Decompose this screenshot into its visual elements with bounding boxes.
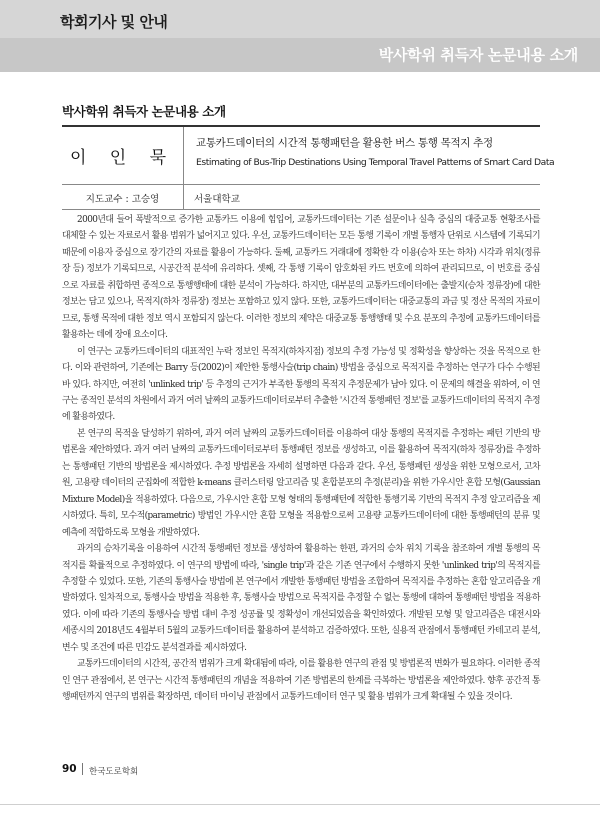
advisor-cell: 지도교수 : 고승영 (62, 185, 184, 210)
body-paragraph: 본 연구의 목적을 달성하기 위하여, 과거 여러 날짜의 교통카드데이터를 이용하여 대상 통행의 목적지를 추정하는 패턴 기반의 방법론을 제안하였다. 과거 여러 날짜의 교통카드데이터로부터 통행패턴 정보를 생성하고, 이를 활용하여 목적지(하차 정류장)를 추정하는 통행패턴 기반의 방법론을 제시하였다. 추정 방법론을 자세히 설명하면 다음과 같다. 우선, 통행패턴 생성을 위한 모형으로서, 고차원, 고용량 데이터의 군집화에 적합한 k-means 클러스터링 알고리즘 및 혼합분포의 추정(분리)을 위한 가우시안 혼합 모형(Gaussian Mixture Model)을 적용하였다. 다음으로, 가우시안 혼합 모형 형태의 통행패턴에 적합한 통행기록 기반의 목적지 추정 알고리즘을 제시하였다. 특히, 모수적(parametric) 방법인 가우시안 혼합 모형을 적용함으로써 고용량 교통카드데이터에 대한 통행패턴의 분류 및 예측에 적합하도록 모형을 개발하였다. (62, 428, 540, 538)
footer-separator (82, 763, 83, 775)
body-paragraph: 과거의 승차기록을 이용하여 시간적 통행패턴 정보를 생성하여 활용하는 한편, 과거의 승차 위치 기록을 참조하여 개별 통행의 목적지를 확률적으로 추정하였다. 이 연구의 방법에 따라, 'single trip'과 같은 기존 연구에서 수행하지 못한 'unlinked trip'의 목적지를 추정할 수 있었다. 또한, 기존의 통행사슬 방법에 본 연구에서 개발한 통행패턴 방법을 조합하여 목적지를 추정하는 혼합 알고리즘을 개발하였다. 일차적으로, 통행사슬 방법을 적용한 후, 통행사슬 방법으로 목적지를 추정할 수 없는 통행에 대하여 통행패턴 방법을 적용하였다. 이에 따라 기존의 통행사슬 방법 대비 추정 성공률 및 정확성이 개선되었음을 확인하였다. 개발된 모형 및 알고리즘은 대전시와 세종시의 2018년도 4월부터 5월의 교통카드데이터를 활용하여 분석하고 검증하였다. 또한, 실용적 관점에서 통행패턴 카테고리 분석, 변수 및 조건에 따른 민감도 분석결과를 제시하였다. (62, 544, 540, 653)
author-cell (62, 127, 184, 185)
page-number: 90 (62, 763, 77, 775)
section-title: 학회기사 및 안내 (60, 13, 168, 31)
body-paragraph: 2000년대 들어 폭발적으로 증가한 교통카드 이용에 힘입어, 교통카드데이터는 기존 설문이나 실측 중심의 대중교통 현황조사를 대체할 수 있는 자료로서 활용 범위가 넓어지고 있다. 우선, 교통카드데이터는 모든 통행 기록이 개별 통행자 단위로 시스템에 기록되기 때문에 이용자 중심으로 장기간의 자료를 활용이 가능하다. 둘째, 교통카드 거래대에 정확한 각 이용(승차 또는 하차) 시각과 위치(정류장 등) 정보가 기록되므로, 시공간적 분석에 유리하다. 셋째, 각 통행 기록이 암호화된 카드 번호에 의하여 관리되므로, 이 번호를 중심으로 자료를 취합하면 종적으로 통행행태에 대한 분석이 가능하다. 하지만, 대부분의 교통카드데이터에는 출발지(승차 정류장)에 대한 정보는 담고 있으나, 목적지(하차 정류장) 정보는 포함하고 있지 않다. 또한, 교통카드데이터는 대중교통의 과금 및 정산 목적의 자료이므로, 통행 목적에 대한 정보 역시 포함되지 않는다. 이러한 정보의 제약은 대중교통 통행행태 및 수요 분포의 추정에 교통카드데이터를 활용하는 데에 장애 요소이다. (62, 215, 540, 341)
article-heading: 박사학위 취득자 논문내용 소개 (62, 104, 226, 119)
footer-rule (0, 804, 600, 805)
header-subtitle: 박사학위 취득자 논문내용 소개 (378, 46, 578, 64)
title-cell (184, 127, 555, 185)
thesis-title-english: Estimating of Bus-Trip Destinations Using Temporal Travel Patterns of Smart Card Data (196, 157, 555, 168)
author-name: 이 인 묵 (69, 148, 176, 168)
publisher-name: 한국도로학회 (89, 767, 139, 777)
article-body (62, 212, 540, 706)
body-paragraph: 이 연구는 교통카드데이터의 대표적인 누락 정보인 목적지(하차지점) 정보의 추정 가능성 및 정확성을 향상하는 것을 목적으로 한다. 이와 관련하여, 기존에는 Barry 등(2002)이 제안한 통행사슬(trip chain) 방법을 중심으로 목적지를 추정하는 연구가 다수 수행된 바 있다. 하지만, 여전히 'unlinked trip' 등 추정의 근거가 부족한 통행의 목적지 추정문제가 남아 있다. 이 문제의 해결을 위하여, 이 연구는 종적인 분석의 차원에서 과거 여러 날짜의 교통카드데이터로부터 추출한 '시간적 통행패턴 정보'를 교통카드데이터의 목적지 추정에 활용하였다. (62, 346, 540, 423)
thesis-title-korean: 교통카드데이터의 시간적 통행패턴을 활용한 버스 통행 목적지 추정 (196, 137, 493, 149)
header-bar (0, 0, 600, 72)
article-info-table (62, 125, 555, 210)
school-cell: 서울대학교 (194, 193, 240, 205)
body-paragraph: 교통카드데이터의 시간적, 공간적 범위가 크게 확대됨에 따라, 이를 활용한 연구의 관점 및 방법론적 변화가 필요하다. 이러한 종적인 연구 관점에서, 본 연구는 시간적 통행패턴의 개념을 적용하여 기존 방법론의 한계를 극복하는 방법론을 제안하였다. 향후 공간적 통행패턴까지 연구의 범위를 확장하면, 데이터 마이닝 관점에서 교통카드데이터 연구 및 활용 범위가 크게 확대될 수 있을 것이다. (62, 659, 540, 703)
